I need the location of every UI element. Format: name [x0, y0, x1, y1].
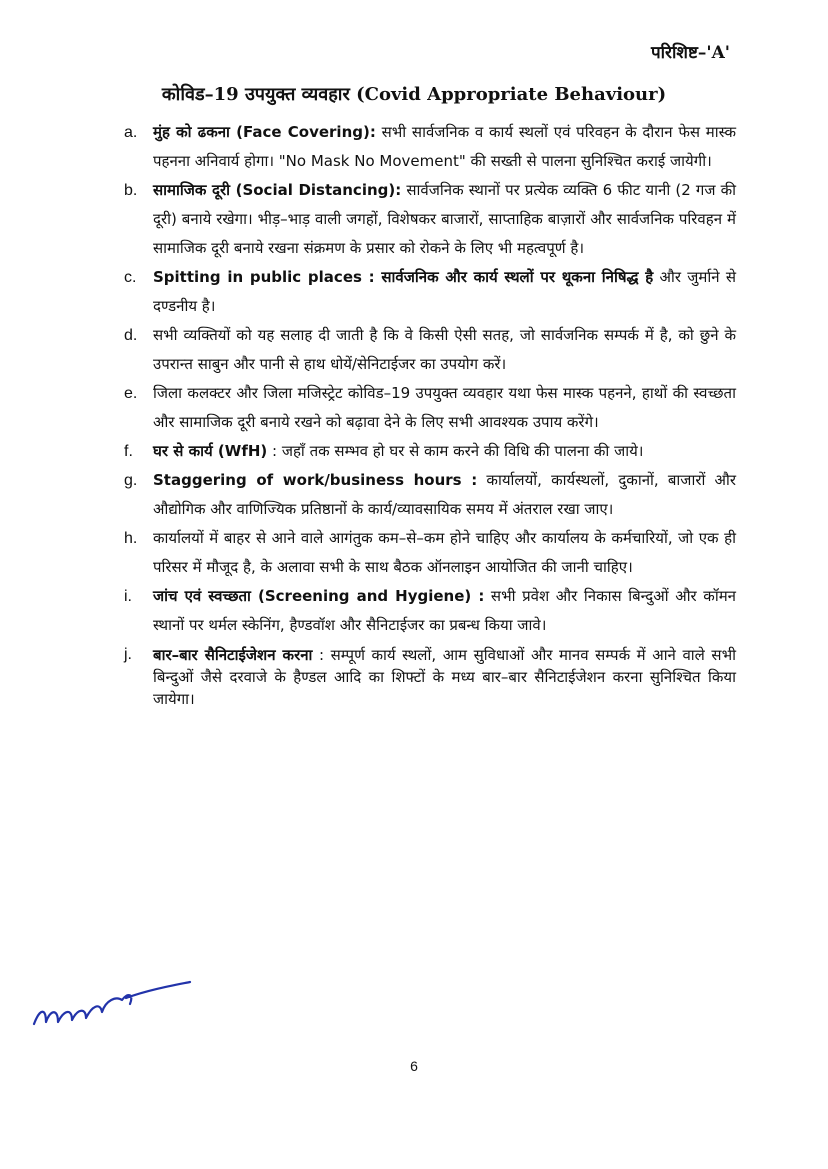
item-heading: Staggering of work/business hours :: [153, 471, 478, 489]
item-heading: मुंह को ढकना (Face Covering):: [153, 123, 376, 141]
list-item: [124, 118, 736, 176]
list-item: [124, 644, 736, 710]
list-item: [124, 321, 736, 379]
item-marker: f.: [124, 443, 133, 460]
list-item: [124, 466, 736, 524]
item-marker: h.: [124, 530, 138, 547]
item-marker: b.: [124, 182, 138, 199]
item-text: और जुर्माने से दण्डनीय है।: [153, 268, 736, 315]
list-item: [124, 582, 736, 640]
behaviour-list: [124, 118, 736, 710]
item-marker: a.: [124, 124, 138, 141]
item-marker: g.: [124, 472, 138, 489]
item-text: : सम्पूर्ण कार्य स्थलों, आम सुविधाओं और मानव सम्पर्क में आने वाले सभी बिन्दुओं जैसे दरवाजे के हैण्डल आदि का शिफ्टों के मध्य बार–बार सैनिटाईजेशन करना सुनिश्चित किया जायेगा।: [153, 646, 736, 708]
item-text: सभी व्यक्तियों को यह सलाह दी जाती है कि वे किसी ऐसी सतह, जो सार्वजनिक सम्पर्क में है, को छुने के उपरान्त साबुन और पानी से हाथ धोयें/सेनिटाईजर का उपयोग करें।: [153, 326, 736, 373]
list-item: [124, 263, 736, 321]
annex-label: परिशिष्ट–'A': [650, 43, 730, 63]
item-heading: घर से कार्य (WfH): [153, 442, 268, 460]
item-text: जिला कलक्टर और जिला मजिस्ट्रेट कोविड–19 उपयुक्त व्यवहार यथा फेस मास्क पहनने, हाथों की स्वच्छता और सामाजिक दूरी बनाये रखने को बढ़ावा देने के लिए सभी आवश्यक उपाय करेंगे।: [153, 384, 736, 431]
item-text: सार्वजनिक स्थानों पर प्रत्येक व्यक्ति 6 फीट यानी (2 गज की दूरी) बनाये रखेगा। भीड़–भाड़ वाली जगहों, विशेषकर बाजारों, साप्ताहिक बाज़ारों और सार्वजनिक परिवहन में सामाजिक दूरी बनाये रखना संक्रमण के प्रसार को रोकने के लिए भी महत्वपूर्ण है।: [153, 181, 737, 257]
page-title: कोविड–19 उपयुक्त व्यवहार (Covid Appropriate Behaviour): [161, 84, 667, 105]
item-heading: जांच एवं स्वच्छता (Screening and Hygiene) :: [153, 587, 485, 605]
page-number: 6: [410, 1058, 418, 1074]
item-heading: बार–बार सैनिटाईजेशन करना: [153, 646, 313, 664]
signature-image: [30, 978, 200, 1038]
list-item: [124, 524, 736, 582]
signature-stroke: [34, 982, 190, 1024]
item-text: कार्यालयों, कार्यस्थलों, दुकानों, बाजारों और औद्योगिक और वाणिज्यिक प्रतिष्ठानों के कार्य/व्यावसायिक समय में अंतराल रखा जाए।: [153, 471, 736, 518]
item-heading: Spitting in public places : सार्वजनिक और कार्य स्थलों पर थूकना निषिद्ध है: [153, 268, 654, 286]
item-text: सभी प्रवेश और निकास बिन्दुओं और कॉमन स्थानों पर थर्मल स्केनिंग, हैण्डवॉश और सैनिटाईजर का प्रबन्ध किया जावे।: [153, 587, 736, 634]
item-text: : जहाँ तक सम्भव हो घर से काम करने की विधि की पालना की जाये।: [267, 442, 644, 460]
item-text: कार्यालयों में बाहर से आने वाले आगंतुक कम–से–कम होने चाहिए और कार्यालय के कर्मचारियों, जो एक ही परिसर में मौजूद है, के अलावा सभी के साथ बैठक ऑनलाइन आयोजित की जानी चाहिए।: [153, 529, 736, 576]
item-marker: d.: [124, 327, 138, 344]
list-item: [124, 437, 736, 466]
item-marker: e.: [124, 385, 138, 402]
list-item: [124, 379, 736, 437]
item-heading: सामाजिक दूरी (Social Distancing):: [153, 181, 402, 199]
item-marker: i.: [124, 588, 132, 605]
list-item: [124, 176, 736, 263]
item-marker: c.: [124, 269, 137, 286]
item-marker: j.: [124, 646, 132, 663]
item-text: सभी सार्वजनिक व कार्य स्थलों एवं परिवहन के दौरान फेस मास्क पहनना अनिवार्य होगा। "No Mask No Movement" की सख्ती से पालना सुनिश्चित कराई जायेगी।: [153, 123, 736, 170]
